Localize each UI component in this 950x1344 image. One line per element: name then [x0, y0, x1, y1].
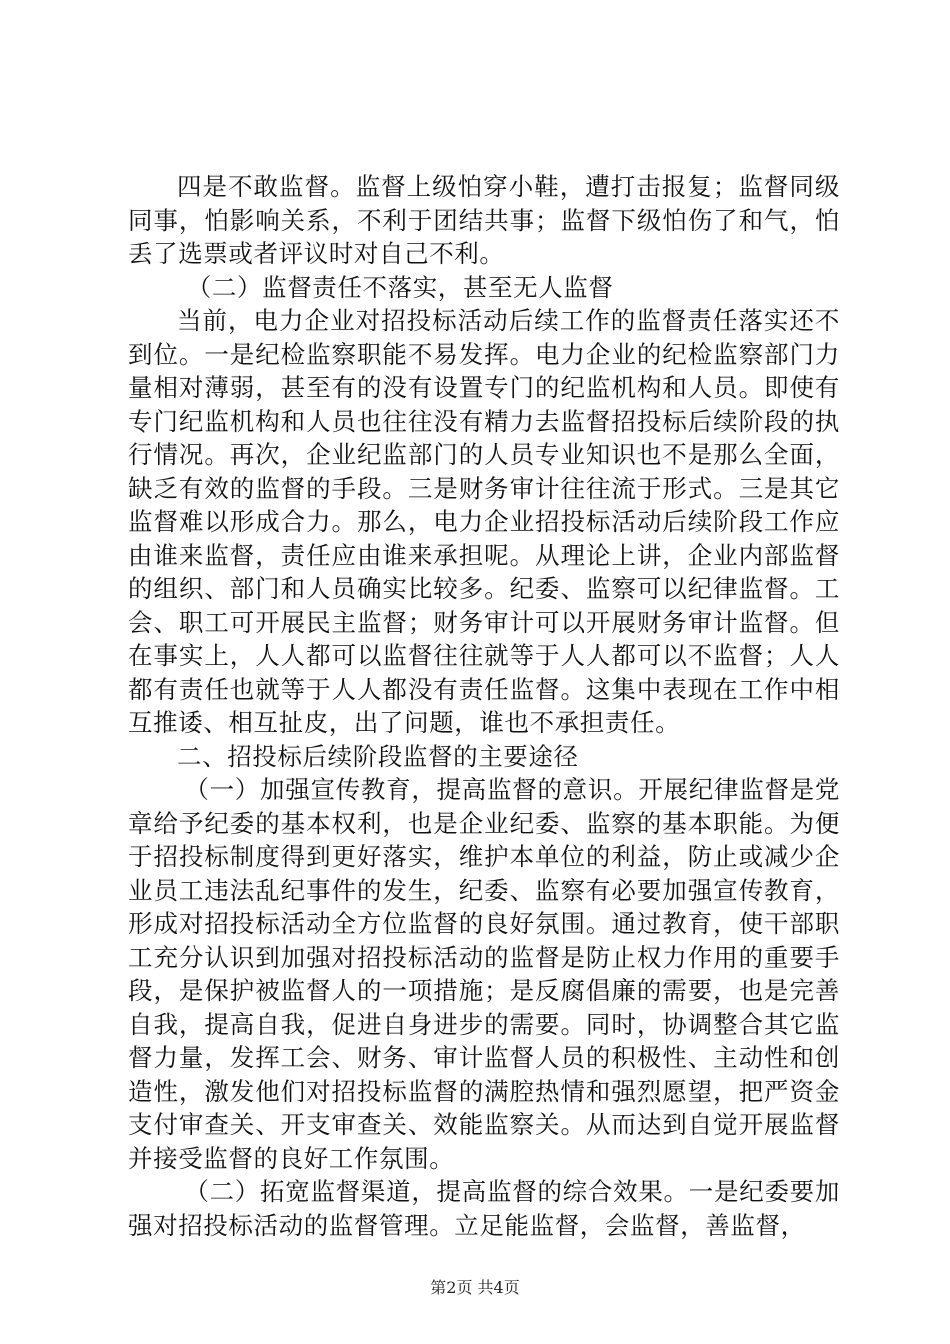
- paragraph-education: （一）加强宣传教育，提高监督的意识。开展纪律监督是党章给予纪委的基本权利，也是企业纪委、监察的基本职能。为便于招投标制度得到更好落实，维护本单位的利益，防止或减少企业员工违法乱纪事件的发生，纪委、监察有必要加强宣传教育，形成对招投标活动全方位监督的良好氛围。通过教育，使干部职工充分认识到加强对招投标活动的监督是防止权力作用的重要手段，是保护被监督人的一项措施；是反腐倡廉的需要，也是完善自我，提高自我，促进自身进步的需要。同时，协调整合其它监督力量，发挥工会、财务、审计监督人员的积极性、主动性和创造性，激发他们对招投标监督的满腔热情和强烈愿望，把严资金支付审查关、开支审查关、效能监察关。从而达到自觉开展监督并接受监督的良好工作氛围。: [128, 775, 840, 1173]
- paragraph-channels: （二）拓宽监督渠道，提高监督的综合效果。一是纪委要加强对招投标活动的监督管理。立足能监督，会监督，善监督，: [128, 1177, 840, 1240]
- section-heading-responsibility: （二）监督责任不落实，甚至无人监督: [186, 272, 614, 302]
- document-body: [128, 170, 840, 1242]
- paragraph-fourth-point: 四是不敢监督。监督上级怕穿小鞋，遭打击报复；监督同级同事，怕影响关系，不利于团结共事；监督下级怕伤了和气，怕丢了选票或者评议时对自己不利。: [128, 172, 840, 268]
- page-footer: 第2页 共4页: [430, 1278, 520, 1297]
- section-heading-main-approaches: 二、招投标后续阶段监督的主要途径: [177, 741, 579, 771]
- paragraph-responsibility: 当前，电力企业对招投标活动后续工作的监督责任落实还不到位。一是纪检监察职能不易发挥。电力企业的纪检监察部门力量相对薄弱，甚至有的没有设置专门的纪监机构和人员。即使有专门纪监机构和人员也往往没有精力去监督招投标后续阶段的执行情况。再次，企业纪监部门的人员专业知识也不是那么全面，缺乏有效的监督的手段。三是财务审计往往流于形式。三是其它监督难以形成合力。那么，电力企业招投标活动后续阶段工作应由谁来监督，责任应由谁来承担呢。从理论上讲，企业内部监督的组织、部门和人员确实比较多。纪委、监察可以纪律监督。工会、职工可开展民主监督；财务审计可以开展财务审计监督。但在事实上，人人都可以监督往往就等于人人都可以不监督；人人都有责任也就等于人人都没有责任监督。这集中表现在工作中相互推诿、相互扯皮，出了问题，谁也不承担责任。: [128, 306, 840, 737]
